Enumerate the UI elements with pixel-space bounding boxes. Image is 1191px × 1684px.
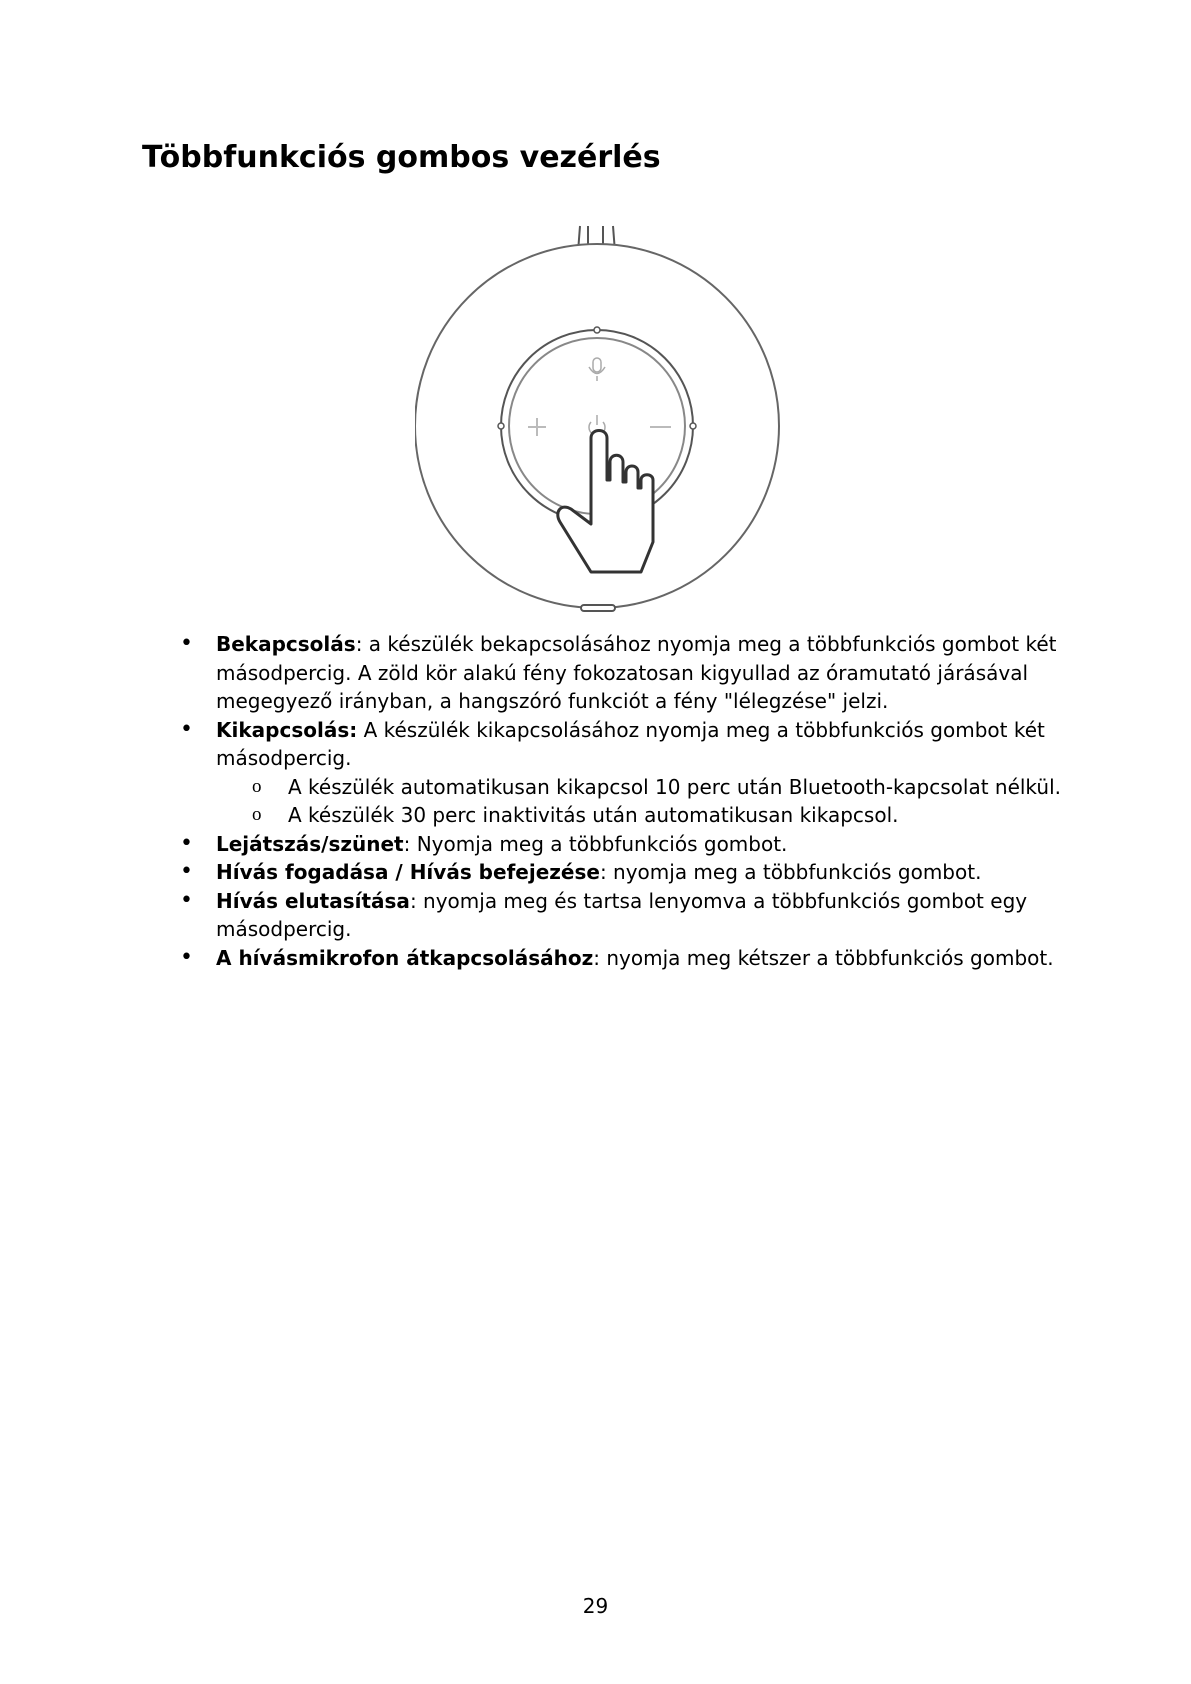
bottom-port — [581, 605, 615, 611]
item-text: A készülék kikapcsolásához nyomja meg a többfunkciós gombot két másodpercig. — [216, 717, 1045, 770]
instruction-list — [180, 630, 1080, 972]
item-text: : Nyomja meg a többfunkciós gombot. — [403, 831, 788, 856]
list-item-switch-microphone — [180, 944, 1080, 973]
item-term: Lejátszás/szünet — [216, 831, 404, 856]
item-text: : nyomja meg és tartsa lenyomva a többfunkciós gombot egy másodpercig. — [216, 888, 1028, 941]
item-term: Hívás elutasítása — [216, 888, 410, 913]
list-item-answer-end-call — [180, 858, 1080, 887]
sub-list-item: o A készülék 30 perc inaktivitás után automatikusan kikapcsol. — [216, 801, 1080, 830]
item-term: Hívás fogadása / Hívás befejezése — [216, 860, 600, 884]
item-term: A hívásmikrofon átkapcsolásához — [216, 945, 594, 970]
item-term: Bekapcsolás — [216, 632, 356, 656]
sub-list-item: o A készülék automatikusan kikapcsol 10 perc után Bluetooth-kapcsolat nélkül. — [216, 773, 1080, 802]
list-item-power-on — [180, 630, 1080, 716]
page-title: Többfunkciós gombos vezérlés — [142, 140, 661, 175]
speaker-top-view — [415, 222, 785, 612]
item-term: Kikapcsolás: — [216, 717, 358, 742]
power-off-sub-list — [216, 773, 1080, 830]
list-item-power-off — [180, 716, 1080, 830]
page-number: 29 — [582, 1594, 609, 1618]
list-item-reject-call — [180, 887, 1080, 944]
list-item-play-pause — [180, 830, 1080, 859]
item-text: : nyomja meg kétszer a többfunkciós gombot. — [593, 945, 1054, 970]
item-text: : nyomja meg a többfunkciós gombot. — [599, 860, 982, 884]
speaker-illustration — [415, 222, 785, 612]
item-text: : a készülék bekapcsolásához nyomja meg a többfunkciós gombot két másodpercig. A zöld kör alakú fény fokozatosan kigyullad az óramutató járásával megegyező irányban, a hangszóró funkciót a fény "lélegzése" jelzi. — [216, 632, 1057, 713]
